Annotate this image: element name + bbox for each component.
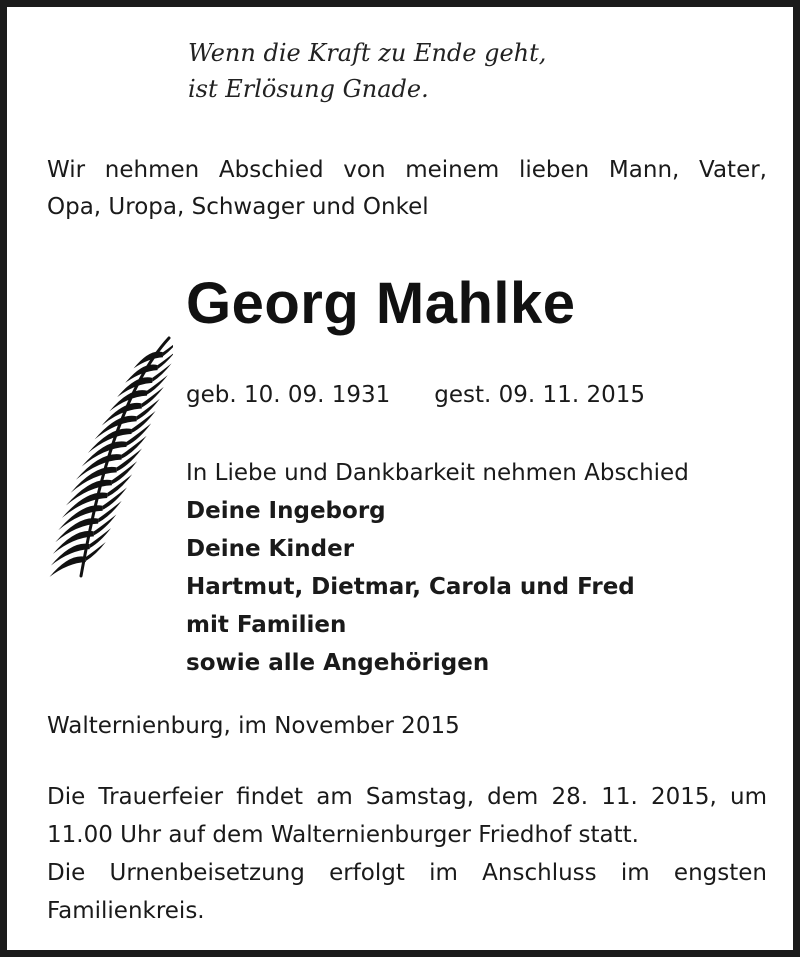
mourners-lead: In Liebe und Dankbarkeit nehmen Abschied (186, 460, 689, 486)
motto-verse (188, 35, 546, 107)
funeral-line-3: Die Urnenbeisetzung erfolgt im Anschluss im engsten (47, 860, 767, 886)
frond-right (90, 528, 111, 548)
place-and-date: Walternienburg, im November 2015 (47, 713, 460, 739)
mourners-block (186, 454, 689, 682)
intro-line-2: Opa, Uropa, Schwager und Onkel (47, 194, 429, 220)
mourner-name: Hartmut, Dietmar, Carola und Fred (186, 574, 635, 600)
mourner-name: mit Familien (186, 612, 347, 638)
intro-text (47, 152, 767, 226)
motto-line-1: Wenn die Kraft zu Ende geht, (188, 39, 547, 67)
funeral-line-1: Die Trauerfeier findet am Samstag, dem 28. 11. 2015, um (47, 784, 767, 810)
motto-line-2: ist Erlösung Gnade. (188, 75, 429, 103)
life-dates (186, 378, 645, 412)
death-date: gest. 09. 11. 2015 (434, 382, 645, 408)
intro-line-1: Wir nehmen Abschied von meinem lieben Mann, Vater, (47, 157, 767, 183)
funeral-info (47, 778, 767, 930)
mourner-name: Deine Kinder (186, 536, 355, 562)
mourner-name: Deine Ingeborg (186, 498, 386, 524)
deceased-name: Georg Mahlke (186, 271, 576, 336)
palm-leaf-icon (43, 332, 173, 582)
funeral-line-2: 11.00 Uhr auf dem Walternienburger Friedhof statt. (47, 822, 639, 848)
funeral-line-4: Familienkreis. (47, 898, 205, 924)
mourner-name: sowie alle Angehörigen (186, 650, 490, 676)
birth-date: geb. 10. 09. 1931 (186, 382, 391, 408)
